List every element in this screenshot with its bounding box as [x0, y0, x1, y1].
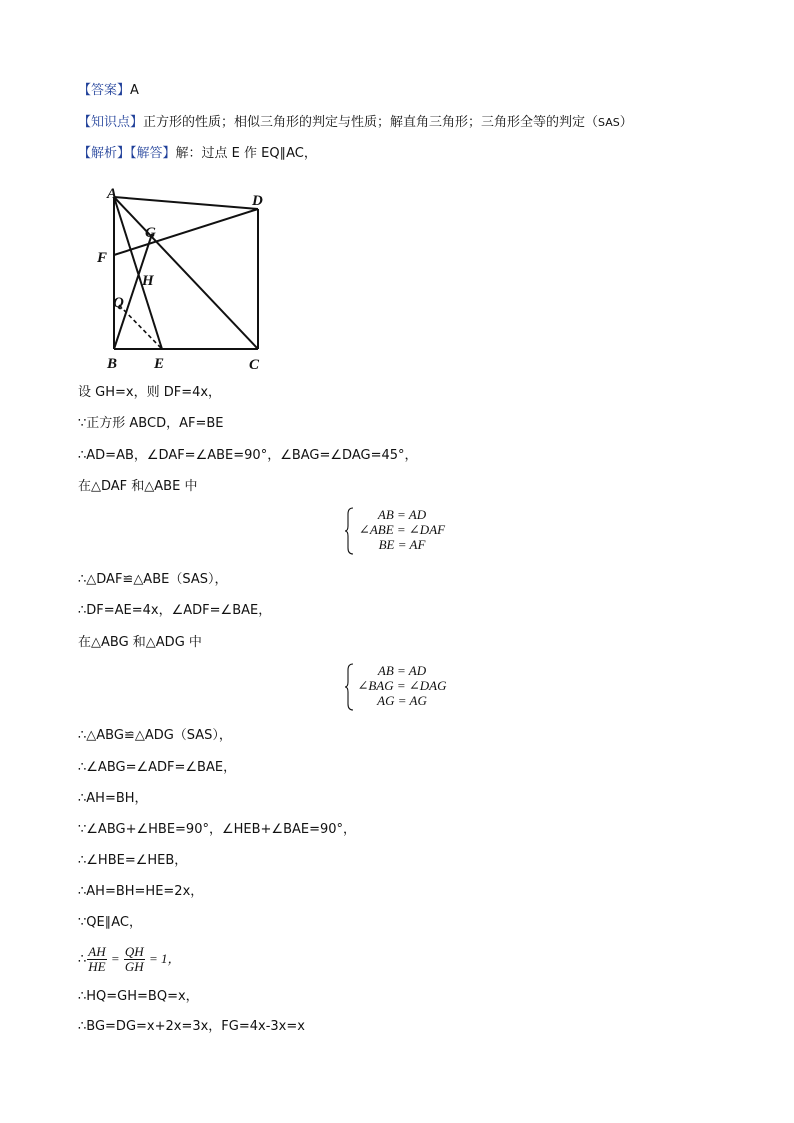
segment-ad: [114, 197, 258, 209]
answer-line: [78, 82, 139, 100]
answer-tag: 【答案】: [78, 83, 131, 98]
label-d: D: [252, 193, 263, 209]
step-line: 设 GH=x，则 DF=4x，: [78, 385, 222, 400]
step-line: ∴AD=AB，∠DAF=∠ABE=90°，∠BAG=∠DAG=45°，: [78, 448, 418, 463]
fraction-denominator: HE: [88, 959, 106, 974]
system-row: AB = AD: [377, 663, 427, 678]
step-line: ∴AH=BH=HE=2x，: [78, 884, 204, 899]
fraction-numerator: QH: [124, 944, 144, 959]
step-line: ∴△ABG≌△ADG（SAS），: [78, 728, 232, 743]
knowledge-sas: SAS: [598, 116, 620, 129]
answer-value: A: [130, 83, 139, 98]
geometry-figure: [92, 185, 282, 375]
segment-ac: [114, 197, 258, 349]
step-line: ∴DF=AE=4x，∠ADF=∠BAE，: [78, 603, 272, 618]
knowledge-text: 正方形的性质；相似三角形的判定与性质；解直角三角形；三角形全等的判定（: [143, 115, 599, 130]
fraction-ah-he: [87, 945, 106, 974]
label-c: C: [249, 357, 260, 373]
label-h: H: [142, 273, 154, 289]
fraction-numerator: AH: [88, 944, 106, 959]
label-g: G: [145, 225, 156, 241]
system-row: BE = AF: [378, 537, 426, 552]
step-line: ∴∠HBE=∠HEB，: [78, 853, 188, 868]
label-f: F: [97, 250, 108, 266]
ratio-line: [78, 942, 180, 977]
knowledge-line: [78, 114, 633, 132]
label-b: B: [107, 356, 118, 372]
step-line: ∴△DAF≌△ABE（SAS），: [78, 572, 228, 587]
step-line: 在△ABG 和△ADG 中: [78, 635, 202, 650]
step-line: ∴AH=BH，: [78, 791, 148, 806]
knowledge-tag: 【知识点】: [78, 115, 144, 130]
analysis-text: 解：过点 E 作 EQ∥AC，: [175, 146, 317, 161]
step-line: ∵QE∥AC，: [78, 915, 142, 930]
label-q: Q: [113, 295, 124, 311]
knowledge-close: ）: [619, 115, 633, 130]
fraction-denominator: GH: [124, 959, 144, 974]
analysis-tag: 【解析】: [78, 146, 131, 161]
segment-bg: [114, 234, 152, 349]
ratio-tail: = 1，: [145, 951, 181, 966]
solution-tag: 【解答】: [130, 146, 176, 161]
step-line: ∴HQ=GH=BQ=x，: [78, 989, 199, 1004]
step-line: ∵正方形 ABCD，AF=BE: [78, 416, 224, 431]
step-line: ∵∠ABG+∠HBE=90°，∠HEB+∠BAE=90°，: [78, 822, 357, 837]
step-line: ∴∠ABG=∠ADF=∠BAE，: [78, 760, 237, 775]
label-e: E: [154, 356, 165, 372]
ratio-equals: =: [107, 951, 123, 966]
step-line: 在△DAF 和△ABE 中: [78, 479, 198, 494]
ratio-prefix: ∴: [78, 952, 87, 967]
step-line: ∴BG=DG=x+2x=3x，FG=4x-3x=x: [78, 1019, 305, 1034]
fraction-qh-gh: [124, 945, 145, 974]
system-row: AB = AD: [377, 507, 427, 522]
segment-df: [114, 209, 258, 255]
label-a: A: [107, 186, 118, 202]
analysis-line: [78, 145, 317, 163]
system-row: AG = AG: [377, 693, 427, 708]
system-row: ∠ABE = ∠DAF: [358, 522, 446, 537]
system-row: ∠BAG = ∠DAG: [357, 678, 447, 693]
